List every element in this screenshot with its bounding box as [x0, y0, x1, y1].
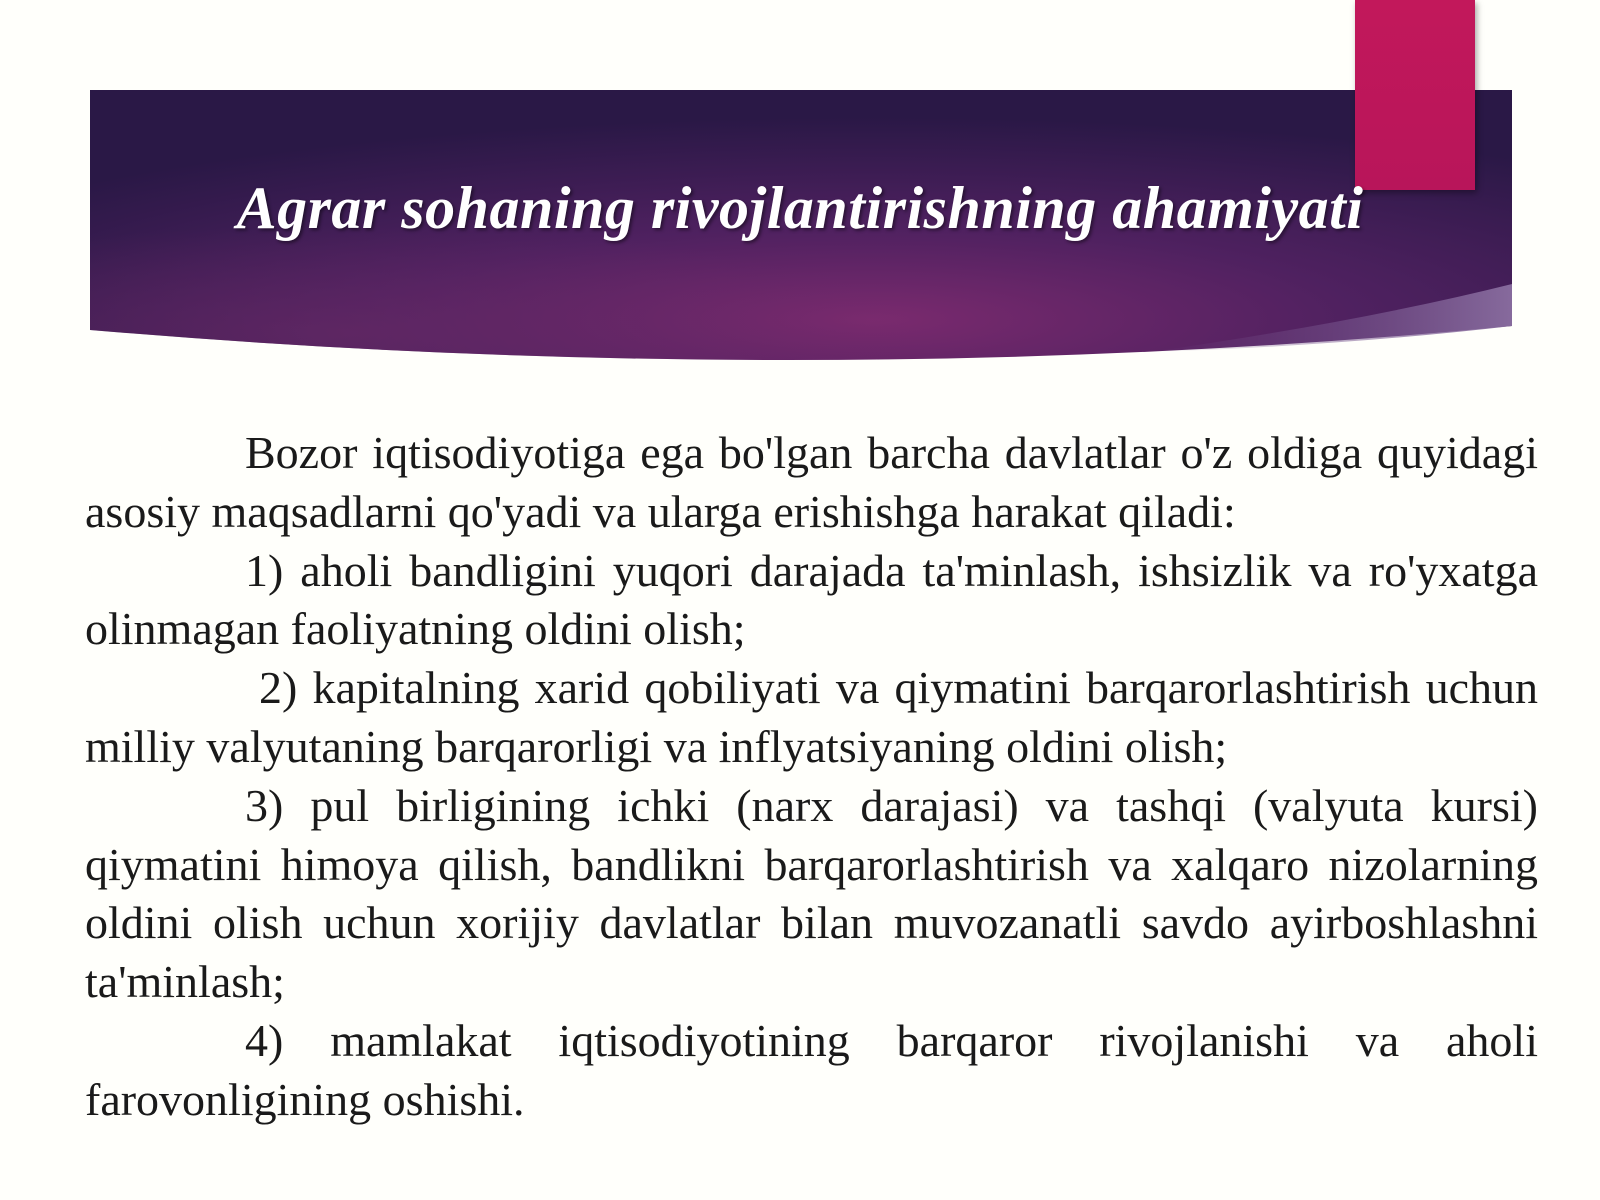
list-item-2: 2) kapitalning xarid qobiliyati va qiymatini barqarorlashtirish uchun milliy valyutaning barqarorligi va inflyatsiyaning oldini olish; [85, 662, 1538, 772]
slide-title: Agrar sohaning rivojlantirishning ahamiyati [236, 175, 1364, 241]
list-item-3: 3) pul birligining ichki (narx darajasi) va tashqi (valyuta kursi) qiymatini himoya qilish, bandlikni barqarorlashtirish va xalqaro nizolarning oldini olish uchun xorijiy davlatlar bilan muvozanatli savdo ayirboshlashni ta'minlash; [85, 779, 1538, 1008]
accent-tab [1355, 0, 1475, 190]
list-item-4: 4) mamlakat iqtisodiyotining barqaror rivojlanishi va aholi farovonligining oshishi. [85, 1014, 1538, 1125]
body-text [85, 424, 1538, 1130]
list-item-1: 1) aholi bandligini yuqori darajada ta'minlash, ishsizlik va ro'yxatga olinmagan faoliyatning oldini olish; [85, 544, 1538, 655]
intro-paragraph: Bozor iqtisodiyotiga ega bo'lgan barcha davlatlar o'z oldiga quyidagi asosiy maqsadlarni qo'yadi va ularga erishishga harakat qiladi: [85, 427, 1538, 537]
